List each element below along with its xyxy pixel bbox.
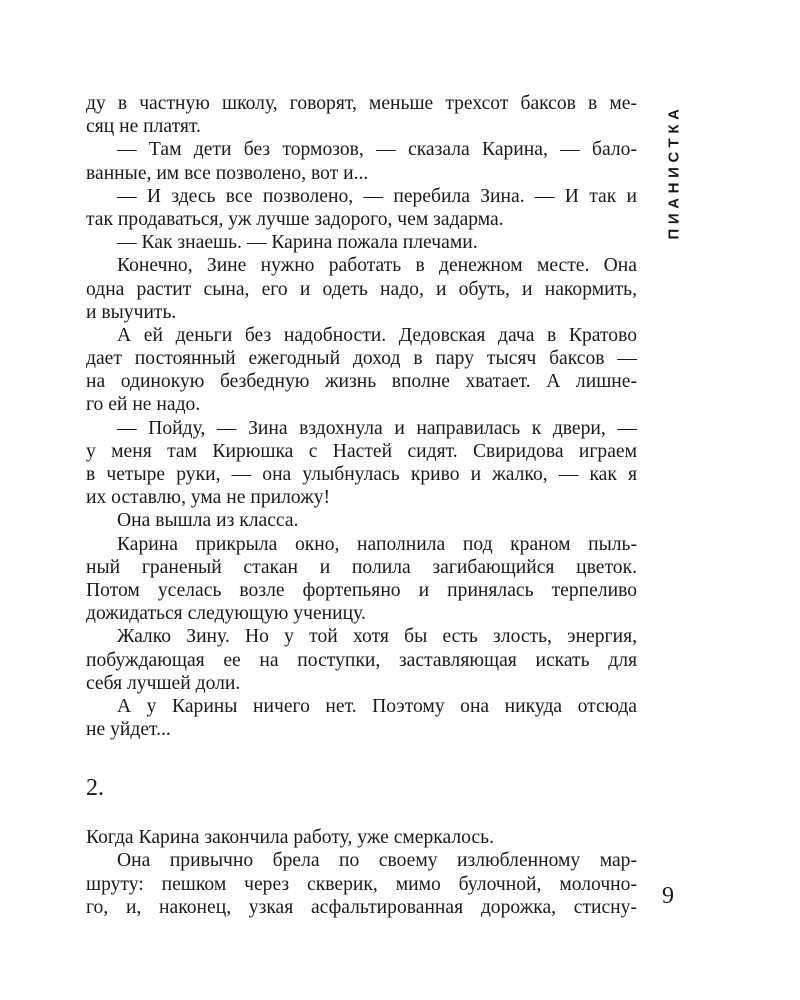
text-line: А ей деньги без надобности. Дедовская дача в Кратово	[117, 324, 637, 346]
text-line: Она привычно брела по своему излюбленному мар-	[117, 850, 637, 872]
text-line: — Там дети без тормозов, — сказала Карина, — бало-	[117, 139, 637, 161]
text-line: — Как знаешь. — Карина пожала плечами.	[117, 232, 478, 254]
body-text	[86, 92, 637, 919]
text-line: дожидаться следующую ученицу.	[86, 603, 366, 625]
text-line: у меня там Кирюшка с Настей сидят. Свиридова играем	[86, 440, 637, 462]
text-line: и выучить.	[86, 301, 177, 323]
page-number: 9	[662, 883, 674, 909]
text-line: побуждающая ее на поступки, заставляющая искать для	[86, 649, 637, 671]
text-line: сяц не платят.	[86, 116, 201, 138]
chapter-heading: 2.	[86, 775, 104, 802]
text-line: так продаваться, уж лучше задорого, чем задарма.	[86, 208, 504, 230]
text-line: Жалко Зину. Но у той хотя бы есть злость, энергия,	[117, 626, 637, 648]
text-line: — И здесь все позволено, — перебила Зина. — И так и	[117, 185, 637, 207]
text-line: — Пойду, — Зина вздохнула и направилась к двери, —	[117, 417, 637, 439]
text-line: А у Карины ничего нет. Поэтому она никуда отсюда	[117, 695, 637, 717]
text-line: Она вышла из класса.	[117, 510, 299, 532]
text-line: ный граненый стакан и полила загибающийся цветок.	[86, 556, 637, 578]
text-line: Когда Карина закончила работу, уже смеркалось.	[86, 827, 494, 849]
text-line: их оставлю, ума не приложу!	[86, 487, 331, 509]
text-line: Потом уселась возле фортепьяно и принялась терпеливо	[86, 579, 637, 601]
text-line: дает постоянный ежегодный доход в пару тысяч баксов —	[86, 348, 637, 370]
text-line: Конечно, Зине нужно работать в денежном месте. Она	[117, 255, 637, 277]
running-head-title: ПИАНИСТКА	[665, 104, 683, 240]
text-line: го ей не надо.	[86, 394, 201, 416]
text-line: Карина прикрыла окно, наполнила под краном пыль-	[117, 533, 637, 555]
text-line: не уйдет...	[86, 719, 171, 741]
text-line: себя лучшей доли.	[86, 672, 241, 694]
text-line: одна растит сына, его и одеть надо, и обуть, и накормить,	[86, 278, 637, 300]
text-line: ду в частную школу, говорят, меньше трехсот баксов в ме-	[86, 93, 637, 114]
text-line: на одинокую безбедную жизнь вполне хватает. А лишне-	[86, 371, 637, 393]
text-line: в четыре руки, — она улыбнулась криво и жалко, — как я	[86, 464, 637, 485]
text-line: шруту: пешком через скверик, мимо булочной, молочно-	[86, 873, 637, 895]
text-line: ванные, им все позволено, вот и...	[86, 162, 369, 184]
text-line: го, и, наконец, узкая асфальтированная дорожка, стисну-	[86, 896, 637, 918]
running-head	[662, 96, 686, 248]
